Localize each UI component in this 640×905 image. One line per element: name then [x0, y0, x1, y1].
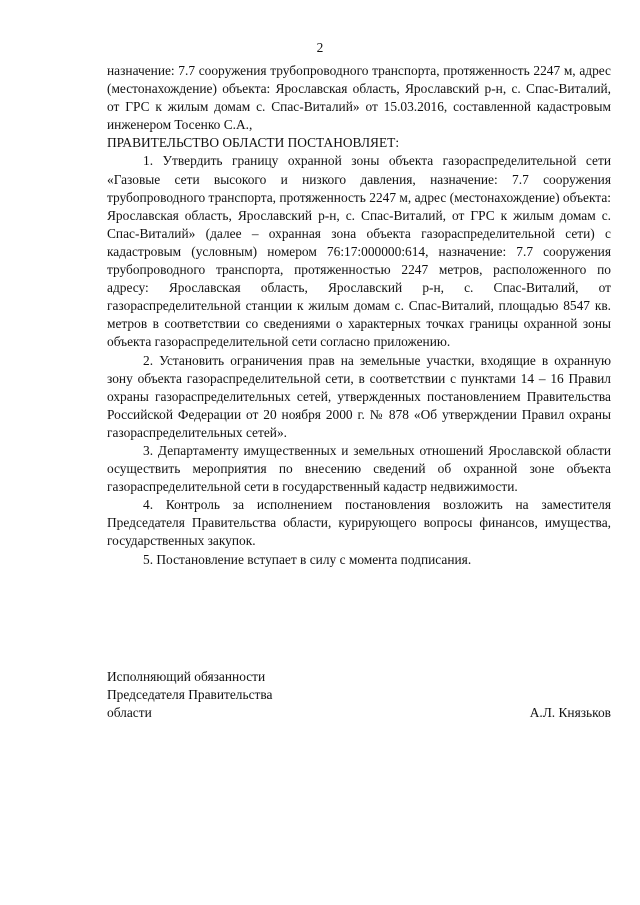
- paragraph-item-5: 5. Постановление вступает в силу с момента подписания.: [143, 551, 472, 567]
- signatory-name: А.Л. Князьков: [529, 705, 611, 721]
- signatory-title-line-1: Исполняющий обязанности: [107, 669, 266, 684]
- paragraph-item-2: 2. Установить ограничения прав на земельные участки, входящие в охранную зону объекта газораспределительной сети, в соответствии с пунктами 14 – 16 Правил охраны газораспределительных сетей, утвержденных постановлением Правительства Российской Федерации от 20 ноября 2000 г. № 878 «Об утверждении Правил охраны газораспределительных сетей».: [107, 352, 611, 440]
- signature-block: [107, 668, 611, 722]
- paragraph-resolution-heading: ПРАВИТЕЛЬСТВО ОБЛАСТИ ПОСТАНОВЛЯЕТ:: [107, 135, 400, 151]
- document-body: [107, 62, 611, 569]
- paragraph-intro: назначение: 7.7 сооружения трубопроводного транспорта, протяженность 2247 м, адрес (местонахождение) объекта: Ярославская область, Ярославский р-н, с. Спас-Виталий, от ГРС к жилым домам с. Спас-Виталий» от 15.03.2016, составленной кадастровым инженером Тосенко С.А.,: [107, 63, 611, 133]
- paragraph-item-4: 4. Контроль за исполнением постановления возложить на заместителя Председателя Правительства области, курирующего вопросы финансов, имущества, государственных закупок.: [107, 497, 611, 549]
- paragraph-item-3: 3. Департаменту имущественных и земельных отношений Ярославской области осуществить мероприятия по внесению сведений об охранной зоне объекта газораспределительной сети в государственный кадастр недвижимости.: [107, 442, 611, 495]
- signatory-title-line-2: Председателя Правительства: [107, 687, 273, 703]
- paragraph-item-1: 1. Утвердить границу охранной зоны объекта газораспределительной сети «Газовые сети высокого и низкого давления, назначение: 7.7 сооружения трубопроводного транспорта, протяженность 2247 м, адрес (местонахождение) объекта: Ярославская область, Ярославский р-н, с. Спас-Виталий, от ГРС к жилым домам с. Спас-Виталий» (далее – охранная зона объекта газораспределительной сети) с кадастровым (условным) номером 76:17:000000:614, назначение: 7.7 сооружения трубопроводного транспорта, протяженностью 2247 метров, расположенного по адресу: Ярославская область, Ярославский р-н, с. Спас-Виталий, от газораспределительной станции к жилым домам с. Спас-Виталий, площадью 8547 кв. метров в соответствии со сведениями о характерных точках границы охранной зоны объекта газораспределительной сети согласно приложению.: [107, 153, 611, 350]
- page-number: 2: [316, 40, 324, 55]
- signatory-title-line-3: области: [107, 705, 152, 721]
